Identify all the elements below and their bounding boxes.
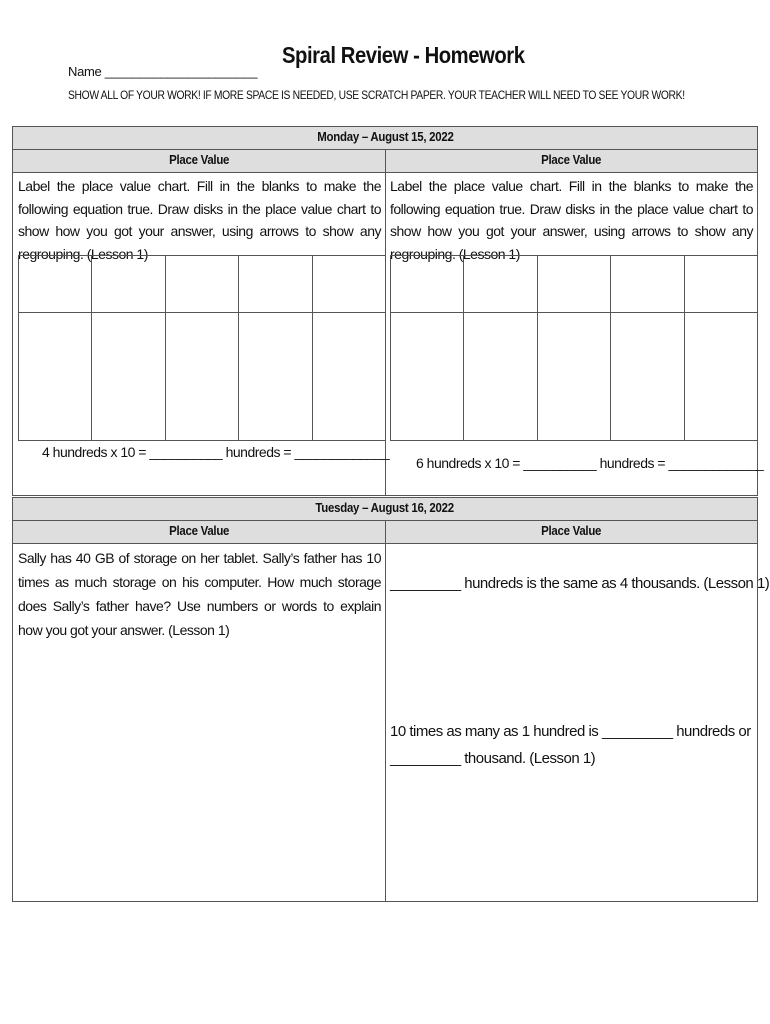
pv-body-cell[interactable] — [19, 313, 91, 440]
pv-header-cell[interactable] — [391, 256, 463, 312]
pv-header-cell[interactable] — [19, 256, 91, 312]
tuesday-right-question-2-line-1: 10 times as many as 1 hundred is _________ hundreds or — [390, 723, 751, 740]
pv-header-cell[interactable] — [91, 256, 164, 312]
tuesday-right-topic — [386, 521, 757, 544]
tuesday-right-question-1: _________ hundreds is the same as 4 thousands. (Lesson 1) — [390, 575, 770, 592]
monday-date-text: Monday – August 15, 2022 — [316, 129, 454, 144]
pv-header-cell[interactable] — [312, 256, 385, 312]
pv-header-cell[interactable] — [463, 256, 536, 312]
pv-body-cell[interactable] — [463, 313, 536, 440]
monday-left-topic-text: Place Value — [168, 152, 230, 167]
pv-body-cell[interactable] — [391, 313, 463, 440]
pv-body-cell[interactable] — [238, 313, 311, 440]
monday-left-equation: 4 hundreds x 10 = __________ hundreds = _____________ — [42, 444, 390, 460]
pv-body-cell[interactable] — [610, 313, 683, 440]
pv-header-cell[interactable] — [537, 256, 610, 312]
page-title: Spiral Review - Homework — [282, 42, 525, 68]
instructions-text: SHOW ALL OF YOUR WORK! IF MORE SPACE IS NEEDED, USE SCRATCH PAPER. YOUR TEACHER WILL NEED TO SEE YOUR WORK! — [68, 88, 685, 102]
pv-header-cell[interactable] — [610, 256, 683, 312]
pv-header-cell[interactable] — [684, 256, 757, 312]
monday-right-topic-text: Place Value — [541, 152, 602, 167]
name-field-label: Name ______________________ — [68, 64, 258, 79]
pv-body-cell[interactable] — [91, 313, 164, 440]
pv-body-cell[interactable] — [684, 313, 757, 440]
monday-right-topic — [386, 150, 757, 173]
tuesday-left-topic-text: Place Value — [168, 523, 230, 538]
monday-left-topic — [13, 150, 385, 173]
monday-left-place-value-chart — [18, 255, 386, 441]
tuesday-right-topic-text: Place Value — [541, 523, 602, 538]
tuesday-date-text: Tuesday – August 16, 2022 — [315, 500, 455, 515]
pv-header-cell[interactable] — [165, 256, 238, 312]
monday-right-place-value-chart — [390, 255, 758, 441]
tuesday-column-divider — [385, 521, 386, 902]
monday-left-prompt: Label the place value chart. Fill in the blanks to make the following equation true. Draw disks in the place value chart to show how you got your answer, using arrows to show any regrouping. (Lesson 1) — [18, 178, 381, 262]
monday-right-prompt: Label the place value chart. Fill in the blanks to make the following equation true. Draw disks in the place value chart to show how you got your answer, using arrows to show any regrouping. (Lesson 1) — [390, 178, 753, 262]
tuesday-date-heading — [13, 498, 757, 521]
monday-date-heading — [13, 127, 757, 150]
pv-body-cell[interactable] — [312, 313, 385, 440]
tuesday-left-topic — [13, 521, 385, 544]
pv-body-cell[interactable] — [165, 313, 238, 440]
pv-header-cell[interactable] — [238, 256, 311, 312]
tuesday-left-prompt: Sally has 40 GB of storage on her tablet. Sally’s father has 10 times as much storage on his computer. How much storage does Sally’s father have? Use numbers or words to explain how you got your answer. (Lesson 1) — [18, 550, 381, 638]
tuesday-right-question-2-line-2: _________ thousand. (Lesson 1) — [390, 750, 596, 767]
monday-right-equation: 6 hundreds x 10 = __________ hundreds = _____________ — [416, 455, 764, 471]
pv-body-cell[interactable] — [537, 313, 610, 440]
